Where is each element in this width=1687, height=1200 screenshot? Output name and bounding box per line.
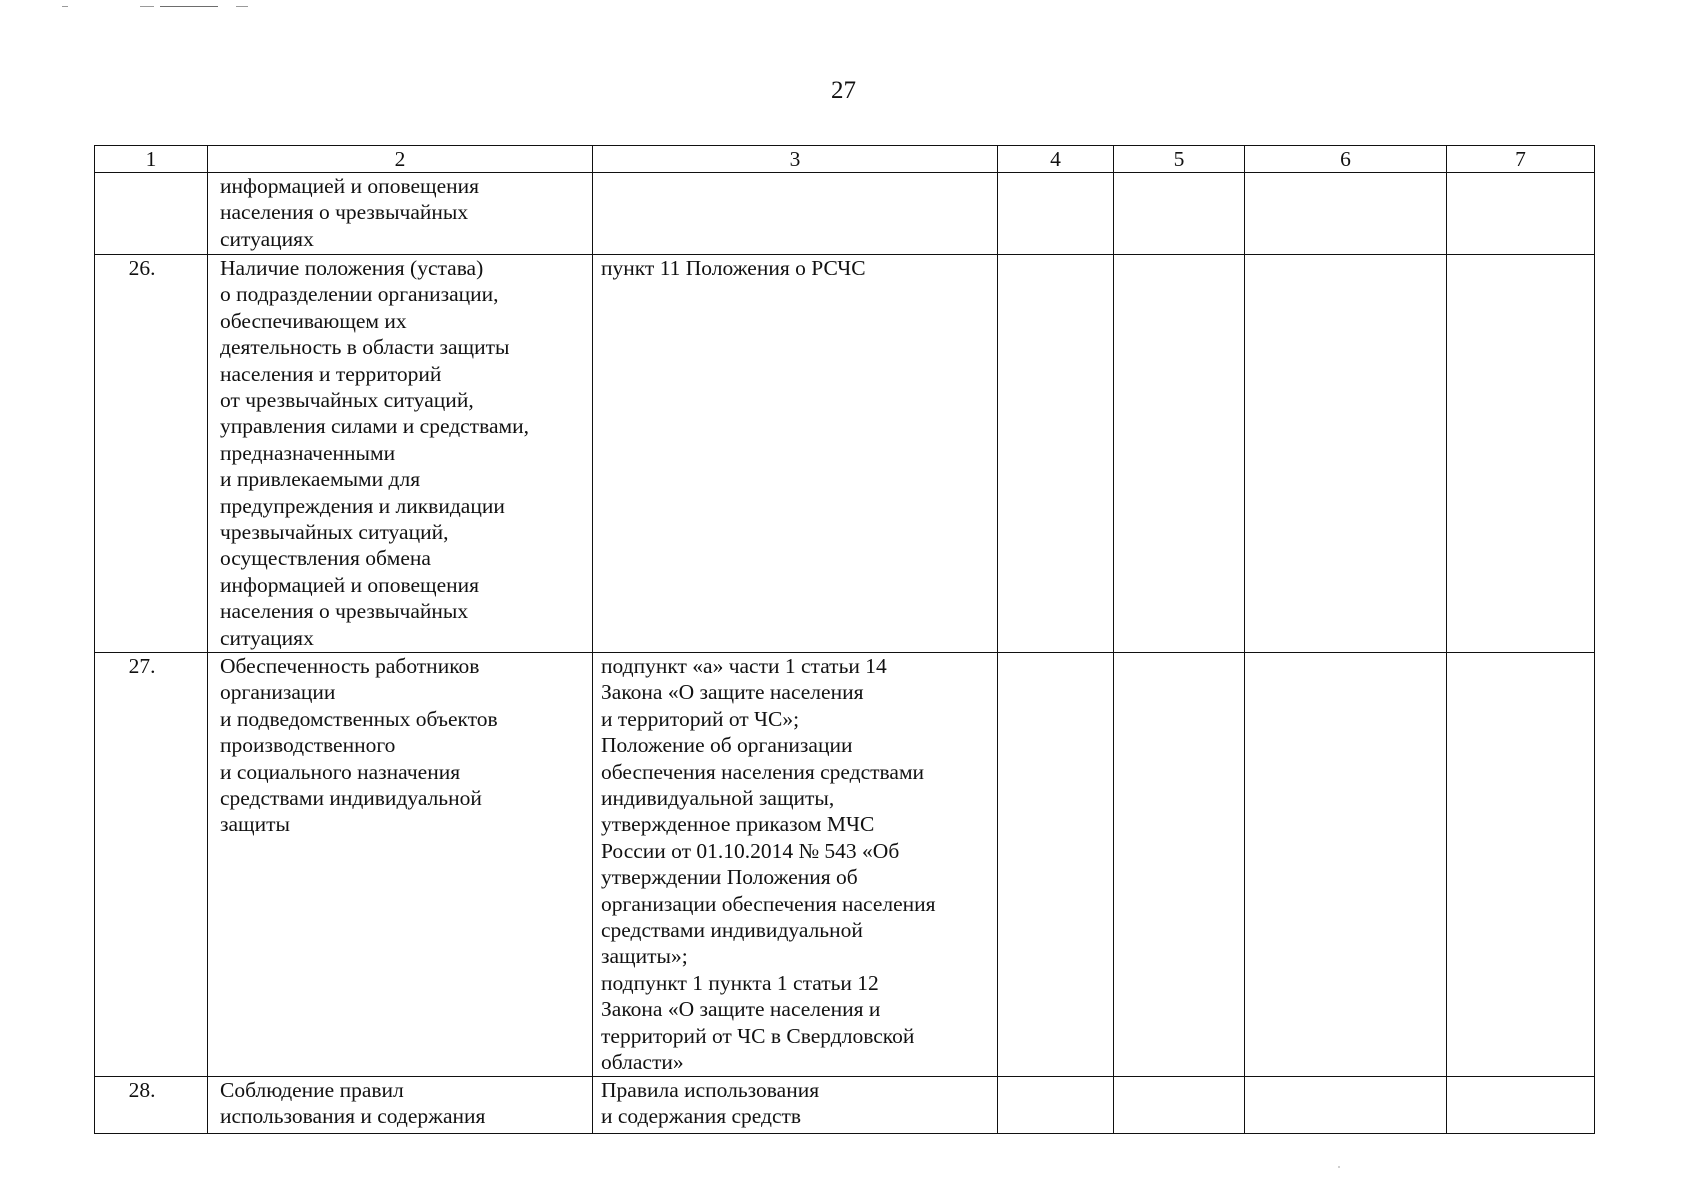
column-header: 5 [1114,146,1245,173]
text-line: защиты»; [601,944,688,969]
row-number-cell: 27. [95,653,208,1077]
text-line: Соблюдение правил [220,1077,404,1102]
inspection-table [94,145,1595,1134]
text-line: обеспечивающем их [220,308,407,333]
scan-artifact-line [236,6,248,7]
table-header-row [95,146,1595,173]
text-line: обеспечения населения средствами [601,759,925,784]
column-header: 3 [593,146,998,173]
text-line: чрезвычайных ситуаций, [220,520,449,545]
text-line: средствами индивидуальной [220,786,482,811]
legal-basis-cell [593,653,998,1077]
text-line: населения о чрезвычайных [220,200,469,225]
empty-cell [1114,1076,1245,1133]
text-line: населения о чрезвычайных [220,599,469,624]
text-line: и привлекаемыми для [220,467,421,492]
text-line: организации [220,680,336,705]
text-line: Обеспеченность работников [220,654,480,678]
text-line: территорий от ЧС в Свердловской [601,1023,915,1048]
table-row [95,653,1595,1077]
text-line: и территорий от ЧС»; [601,706,800,731]
text-line: от чрезвычайных ситуаций, [220,388,474,413]
empty-cell [1447,173,1595,255]
text-line: организации обеспечения населения [601,891,936,916]
empty-cell [998,173,1114,255]
legal-basis-cell [593,255,998,653]
table-row-continuation [95,173,1595,255]
text-line: утвержденное приказом МЧС [601,812,875,837]
text-line: и содержания средств [601,1103,802,1128]
requirement-cell [208,173,593,255]
requirement-cell [208,653,593,1077]
text-line: и социального назначения [220,759,461,784]
scan-artifact-line [62,6,68,7]
column-header: 6 [1245,146,1447,173]
table-row [95,1076,1595,1133]
text-line: средствами индивидуальной [601,918,863,943]
scan-artifact-line [140,6,154,7]
text-line: предупреждения и ликвидации [220,493,505,518]
empty-cell [1245,1076,1447,1133]
text-line: Наличие положения (устава) [220,256,484,280]
text-line: Положение об организации [601,733,853,758]
text-line: России от 01.10.2014 № 543 «Об [601,838,900,863]
column-header: 1 [95,146,208,173]
empty-cell [1245,173,1447,255]
column-header: 4 [998,146,1114,173]
empty-cell [998,653,1114,1077]
text-line: информацией и оповещения [220,572,480,597]
requirement-cell [208,255,593,653]
scan-artifact-line [160,6,218,7]
empty-cell [1245,653,1447,1077]
scan-speck [1338,1166,1340,1168]
requirement-cell [208,1076,593,1133]
row-number-cell: 26. [95,255,208,653]
column-header: 2 [208,146,593,173]
text-line: подпункт 1 пункта 1 статьи 12 [601,970,879,995]
column-header: 7 [1447,146,1595,173]
text-line: и подведомственных объектов [220,706,498,731]
text-line: использования и содержания [220,1103,486,1128]
text-line: подпункт «а» части 1 статьи 14 [601,654,887,678]
text-line: населения и территорий [220,361,442,386]
text-line: индивидуальной защиты, [601,786,835,811]
empty-cell [1447,1076,1595,1133]
page-number: 27 [831,77,856,104]
empty-cell [1114,653,1245,1077]
row-number-cell: 28. [95,1076,208,1133]
text-line: деятельность в области защиты [220,335,510,360]
row-number-cell [95,173,208,255]
table-row [95,255,1595,653]
empty-cell [1114,255,1245,653]
legal-basis-cell [593,173,998,255]
text-line: Закона «О защите населения и [601,997,881,1022]
text-line: управления силами и средствами, [220,414,529,439]
empty-cell [1245,255,1447,653]
text-line: осуществления обмена [220,546,431,571]
text-line: информацией и оповещения [220,174,480,198]
empty-cell [1114,173,1245,255]
text-line: Закона «О защите населения [601,680,864,705]
empty-cell [1447,653,1595,1077]
text-line: области» [601,1050,684,1075]
empty-cell [1447,255,1595,653]
text-line: Правила использования [601,1077,820,1102]
text-line: ситуациях [220,625,314,650]
empty-cell [998,255,1114,653]
legal-basis-cell [593,1076,998,1133]
empty-cell [998,1076,1114,1133]
text-line: о подразделении организации, [220,282,499,307]
text-line: защиты [220,812,290,837]
text-line: утверждении Положения об [601,865,858,890]
text-line: ситуациях [220,226,314,251]
text-line: производственного [220,733,396,758]
text-line: пункт 11 Положения о РСЧС [601,256,866,280]
text-line: предназначенными [220,440,396,465]
